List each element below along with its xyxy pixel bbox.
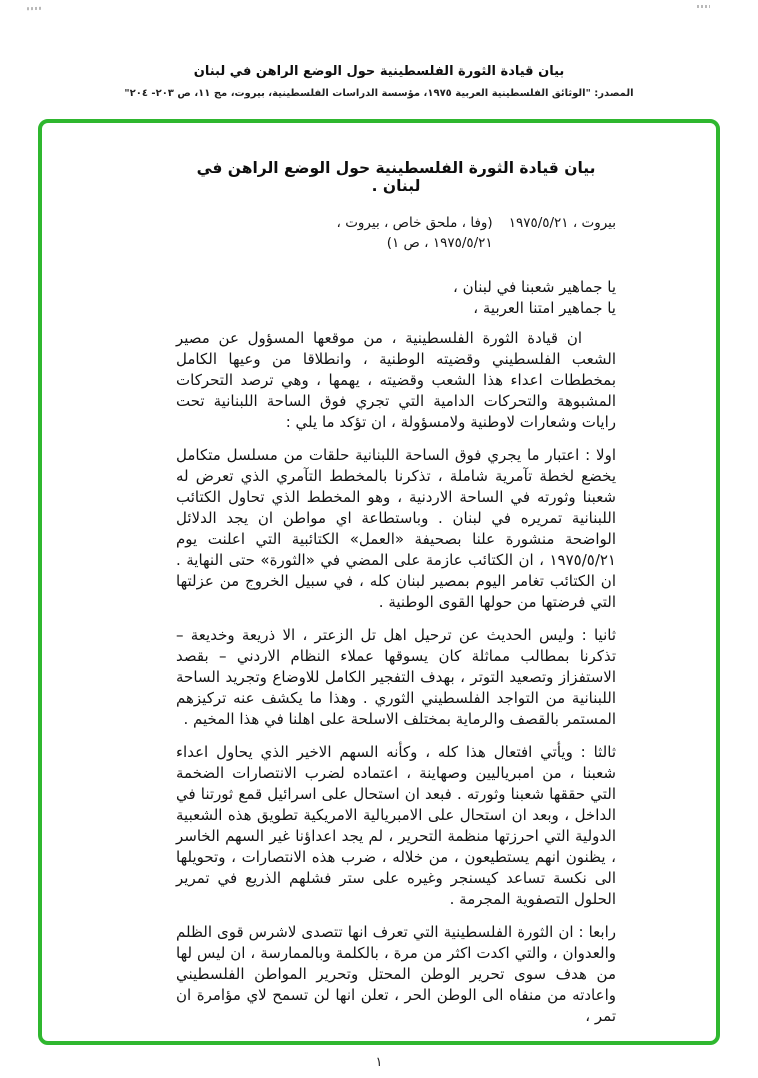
salutation-lebanon: يا جماهير شعبنا في لبنان ، (453, 278, 616, 296)
paragraph-third: ثالثا : ويأتي افتعال هذا كله ، وكأنه السهم الاخير الذي يحاول اعداء شعبنا ، من امبرياليين وصهاينة ، اعتماده لضرب الانتصارات الضخمة التي حققها شعبنا وثورته . فبعد ان استحال على اسرائيل قمع ثورتنا في الداخل ، وبعد ان استحال على الامبريالية الامريكية تطويق هذه الشعبية الدولية التي احرزتها منظمة التحرير ، لم يجد اعداؤنا غير السهم الخاسر ، يظنون انهم يستطيعون ، من خلاله ، ضرب هذه الانتصارات ، وتحويلها الى نكسة تساعد كيسنجر وغيره على ستر فشلهم الذريع في تمرير الحلول التصفوية المجرمة . (176, 743, 616, 908)
dateline-citation (337, 213, 493, 253)
dateline (176, 213, 616, 253)
paragraph-intro: ان قيادة الثورة الفلسطينية ، من موقعها المسؤول عن مصير الشعب الفلسطيني وقضيته الوطنية ، وانطلاقا من وعيها الكامل بمخططات اعداء هذا الشعب وقضيته ، يهمها ، وهي ترصد التحركات المشبوهة والتحركات الدامية التي تجري فوق الساحة اللبنانية تحت رايات وشعارات لاوطنية ولامسؤولة ، ان تؤكد ما يلي : (176, 329, 616, 431)
salutation-arab-nation: يا جماهير امتنا العربية ، (473, 299, 616, 317)
paragraph-first: اولا : اعتبار ما يجري فوق الساحة اللبنانية حلقات من مسلسل متكامل يخضع لخطة تآمرية شاملة ، تذكرنا بالمخطط التآمري الذي تعرض له شعبنا وثورته في الساحة الاردنية ، وهو المخطط الذي تحاول الكتائب اللبنانية تمريره في لبنان . وباستطاعة اي مواطن ان يجد الدلائل الواضحة منشورة علنا بصحيفة «العمل» الكتائبية التي اعلنت يوم ١٩٧٥/٥/٢١ ، ان الكتائب عازمة على المضي في «الثورة» حتى النهاية . ان الكتائب تغامر اليوم بمصير لبنان كله ، في سبيل الخروج من عزلتها التي فرضتها من حولها القوى الوطنية . (176, 446, 616, 611)
document-content (176, 159, 616, 1027)
page-title: بيان قيادة الثورة الفلسطينية حول الوضع الراهن في لبنان (193, 64, 565, 79)
scan-artifact (697, 5, 710, 8)
citation-line-1: (وفا ، ملحق خاص ، بيروت ، (336, 215, 493, 231)
page-number: ١ (375, 1055, 383, 1070)
document-frame (38, 119, 720, 1045)
citation-line-2: ١٩٧٥/٥/٢١ ، ص ١) (386, 235, 493, 251)
dateline-place-date: بيروت ، ١٩٧٥/٥/٢١ (508, 215, 616, 231)
page-header (0, 64, 758, 99)
document-title: بيان قيادة الثورة الفلسطينية حول الوضع الراهن في لبنان . (196, 159, 596, 195)
paragraph-second: ثانيا : وليس الحديث عن ترحيل اهل تل الزعتر ، الا ذريعة وخديعة – تذكرنا بمطالب مماثلة كان يسوقها عملاء النظام الاردني – بقصد الاستفزاز وتصعيد التوتر ، بهدف التفجير الكامل للاوضاع وتجريد الساحة اللبنانية من التواجد الفلسطيني الثوري . وهذا ما يكشف عنه تركيزهم المستمر بالقصف والرماية بمختلف الاسلحة على اهلنا في هذا المخيم . (176, 626, 616, 728)
source-line: المصدر: "الوثائق الفلسطينية العربية ١٩٧٥، مؤسسة الدراسات الفلسطينية، بيروت، مج ١١، ص ٢٠٣- ٢٠٤" (124, 88, 634, 99)
scan-artifact (27, 7, 43, 11)
paragraph-fourth: رابعا : ان الثورة الفلسطينية التي تعرف انها تتصدى لاشرس قوى الظلم والعدوان ، والتي اكدت اكثر من مرة ، بالكلمة وبالممارسة ، ان ليس لها من هدف سوى تحرير الوطن المحتل وتحرير المواطن الفلسطيني واعادته من منفاه الى الوطن الحر ، تعلن انها لن تسمح لاي مؤامرة ان تمر ، (176, 923, 616, 1025)
page-footer (0, 1051, 758, 1070)
